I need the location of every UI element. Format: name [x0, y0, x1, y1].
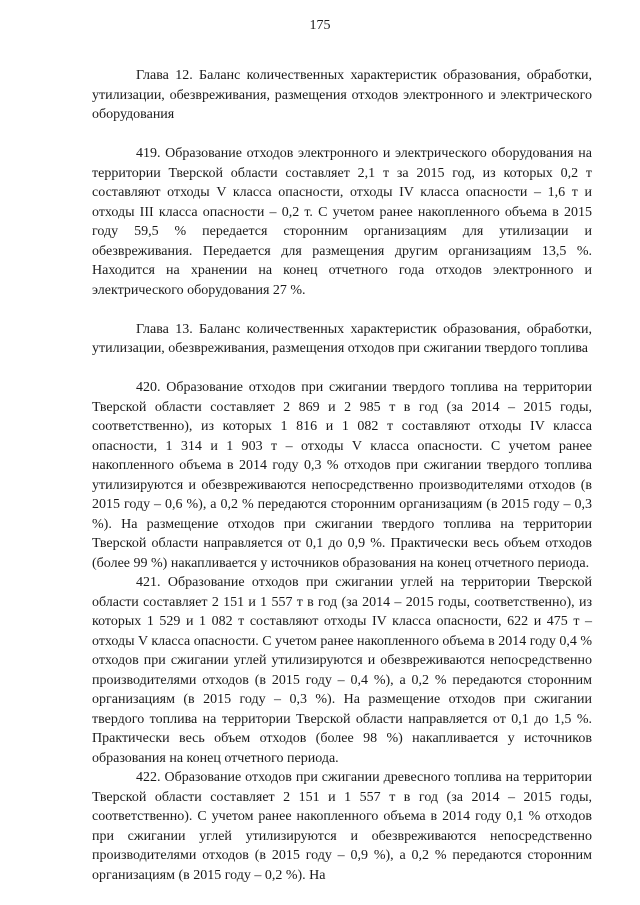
document-body [92, 66, 592, 885]
chapter-12-heading: Глава 12. Баланс количественных характеристик образования, обработки, утилизации, обезвреживания, размещения отходов электронного и электрического оборудования [92, 68, 592, 122]
paragraph-420: 420. Образование отходов при сжигании твердого топлива на территории Тверской области составляет 2 869 и 2 985 т в год (за 2014 – 2015 годы, соответственно), из которых 1 816 и 1 082 т составляют отходы IV класса опасности, 1 314 и 1 903 т – отходы V класса опасности. С учетом ранее накопленного объема в 2014 году 0,3 % отходов при сжигании твердого топлива утилизируются и обезвреживаются непосредственно производителями отходов (в 2015 году – 0,6 %), а 0,2 % передаются сторонним организациям (в 2015 году – 0,3 %). На размещение отходов при сжигании твердого топлива на территории Тверской области направляется от 0,1 до 0,9 %. Практически весь объем отходов (более 99 %) накапливается у источников образования на конец отчетного периода. [92, 380, 592, 571]
page-number: 175 [309, 18, 331, 33]
paragraph-419: 419. Образование отходов электронного и электрического оборудования на территории Тверской области составляет 2,1 т за 2015 год, из которых 0,2 т составляют отходы V класса опасности, отходы IV класса опасности – 1,6 т и отходы III класса опасности – 0,2 т. С учетом ранее накопленного объема в 2015 году 59,5 % передается сторонним организациям для утилизации и обезвреживания. Передается для размещения другим организациям 13,5 %. Находится на хранении на конец отчетного года отходов электронного и электрического оборудования 27 %. [92, 146, 592, 298]
chapter-13-heading: Глава 13. Баланс количественных характеристик образования, обработки, утилизации, обезвреживания, размещения отходов при сжигании твердого топлива [92, 321, 592, 356]
paragraph-422: 422. Образование отходов при сжигании древесного топлива на территории Тверской области составляет 2 151 и 1 557 т в год (за 2014 – 2015 годы, соответственно). С учетом ранее накопленного объема в 2014 году 0,1 % отходов при сжигании углей утилизируются и обезвреживаются непосредственно производителями отходов (в 2015 году – 0,9 %), а 0,2 % передаются сторонним организациям (в 2015 году – 0,2 %). На [92, 770, 592, 883]
paragraph-421: 421. Образование отходов при сжигании углей на территории Тверской области составляет 2 151 и 1 557 т в год (за 2014 – 2015 годы, соответственно), из которых 1 529 и 1 082 т составляют отходы IV класса опасности, 622 и 475 т – отходы V класса опасности. С учетом ранее накопленного объема в 2014 году 0,4 % отходов при сжигании углей утилизируются и обезвреживаются непосредственно производителями отходов (в 2015 году – 0,4 %), а 0,2 % передаются сторонним организациям (в 2015 году – 0,3 %). На размещение отходов при сжигании твердого топлива на территории Тверской области направляется от 0,1 до 1,5 %. Практически весь объем отходов (более 98 %) накапливается у источников образования на конец отчетного периода. [92, 575, 592, 766]
